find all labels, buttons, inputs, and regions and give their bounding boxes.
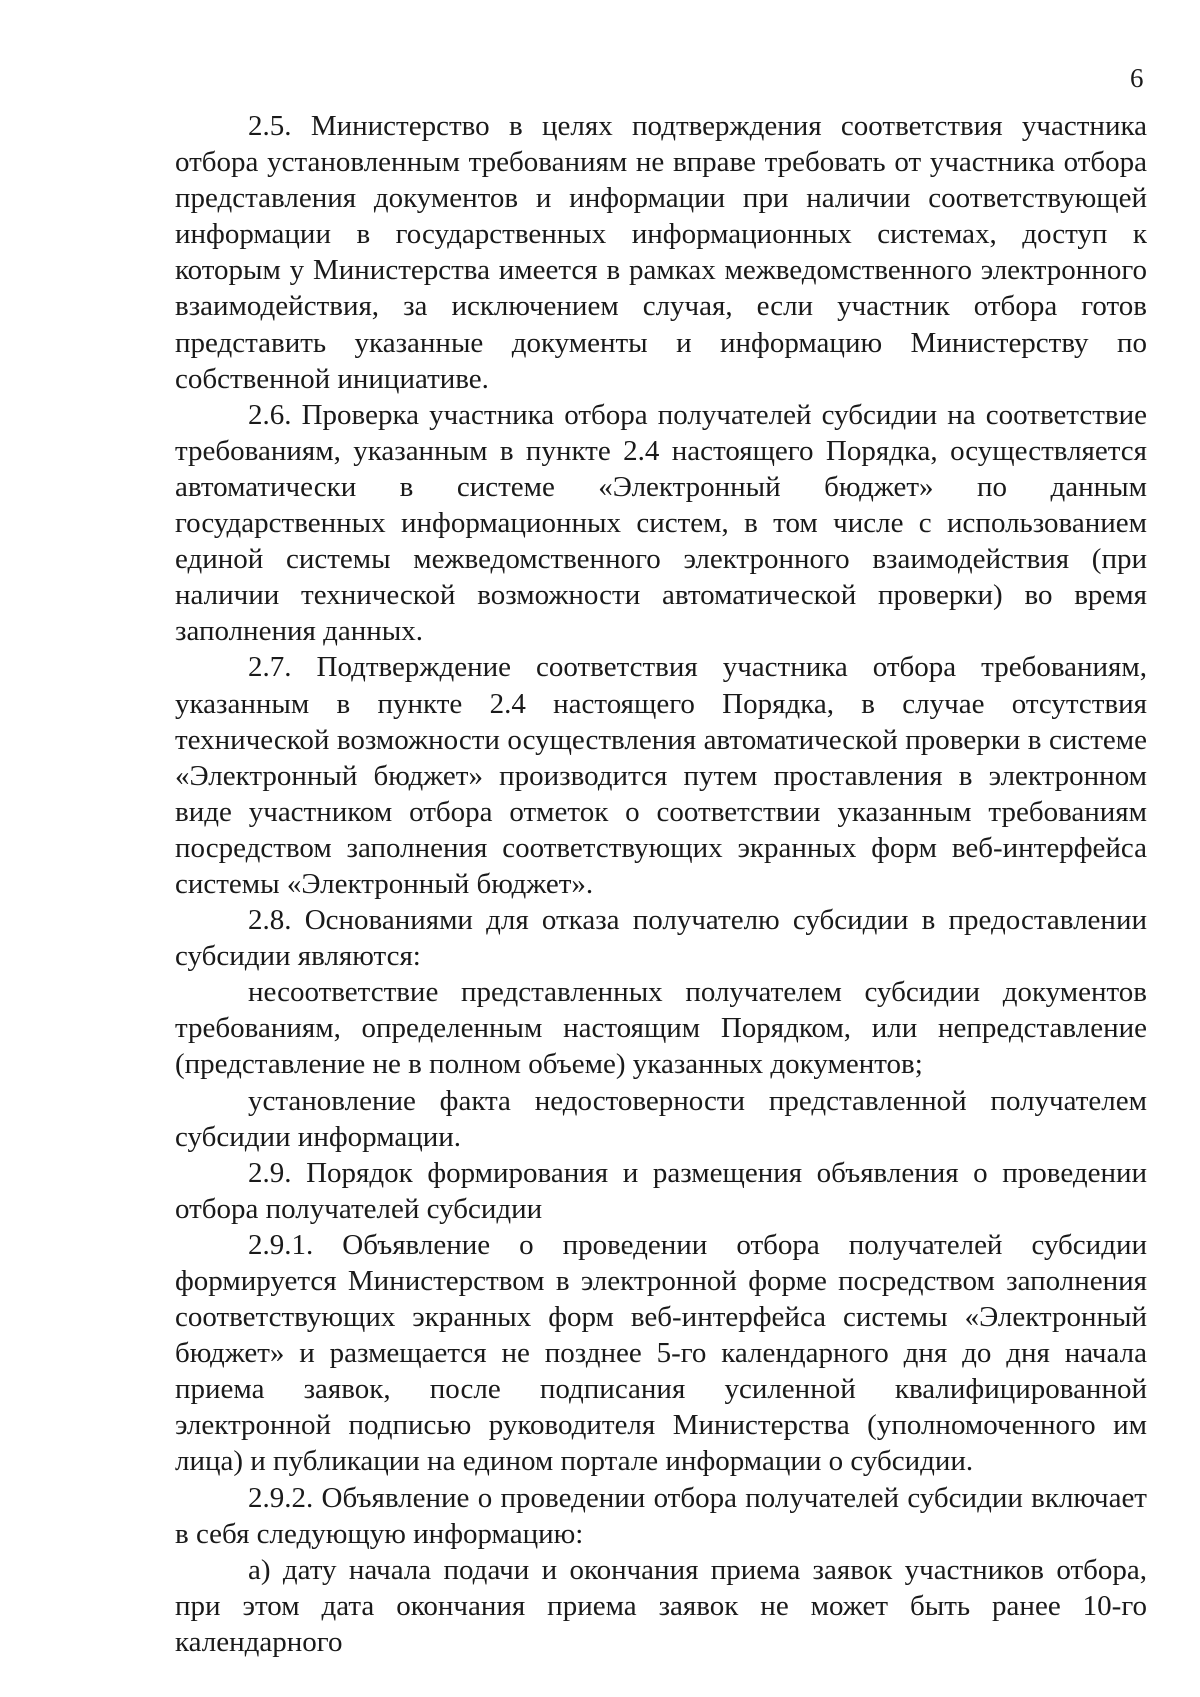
paragraph-2-6: 2.6. Проверка участника отбора получателей субсидии на соответствие требованиям, указанным в пункте 2.4 настоящего Порядка, осуществляется автоматически в системе «Электронный бюджет» по данным государственных информационных систем, в том числе с использованием единой системы межведомственного электронного взаимодействия (при наличии технической возможности автоматической проверки) во время заполнения данных. (175, 398, 1147, 648)
paragraph-2-8-item-1: несоответствие представленных получателем субсидии документов требованиям, определенным настоящим Порядком, или непредставление (представление не в полном объеме) указанных документов; (175, 976, 1147, 1081)
paragraph-2-9-2-a: а) дату начала подачи и окончания приема заявок участников отбора, при этом дата окончания приема заявок не может быть ранее 10-го календарного (175, 1553, 1147, 1658)
paragraph-2-7: 2.7. Подтверждение соответствия участника отбора требованиям, указанным в пункте 2.4 настоящего Порядка, в случае отсутствия технической возможности осуществления автоматической проверки в системе «Электронный бюджет» производится путем проставления в электронном виде участником отбора отметок о соответствии указанным требованиям посредством заполнения соответствующих экранных форм веб-интерфейса системы «Электронный бюджет». (175, 651, 1147, 900)
paragraph-2-9: 2.9. Порядок формирования и размещения объявления о проведении отбора получателей субсидии (175, 1156, 1147, 1225)
document-body (175, 108, 1147, 1660)
paragraph-2-9-2: 2.9.2. Объявление о проведении отбора получателей субсидии включает в себя следующую информацию: (175, 1481, 1147, 1550)
paragraph-2-8: 2.8. Основаниями для отказа получателю субсидии в предоставлении субсидии являются: (175, 904, 1147, 973)
paragraph-2-5: 2.5. Министерство в целях подтверждения соответствия участника отбора установленным требованиям не вправе требовать от участника отбора представления документов и информации при наличии соответствующей информации в государственных информационных системах, доступ к которым у Министерства имеется в рамках межведомственного электронного взаимодействия, за исключением случая, если участник отбора готов представить указанные документы и информацию Министерству по собственной инициативе. (175, 110, 1147, 395)
paragraph-2-8-item-2: установление факта недостоверности представленной получателем субсидии информации. (175, 1084, 1147, 1153)
paragraph-2-9-1: 2.9.1. Объявление о проведении отбора получателей субсидии формируется Министерством в электронной форме посредством заполнения соответствующих экранных форм веб-интерфейса системы «Электронный бюджет» и размещается не позднее 5-го календарного дня до дня начала приема заявок, после подписания усиленной квалифицированной электронной подписью руководителя Министерства (уполномоченного им лица) и публикации на едином портале информации о субсидии. (175, 1228, 1147, 1478)
page-number: 6 (1130, 63, 1144, 93)
